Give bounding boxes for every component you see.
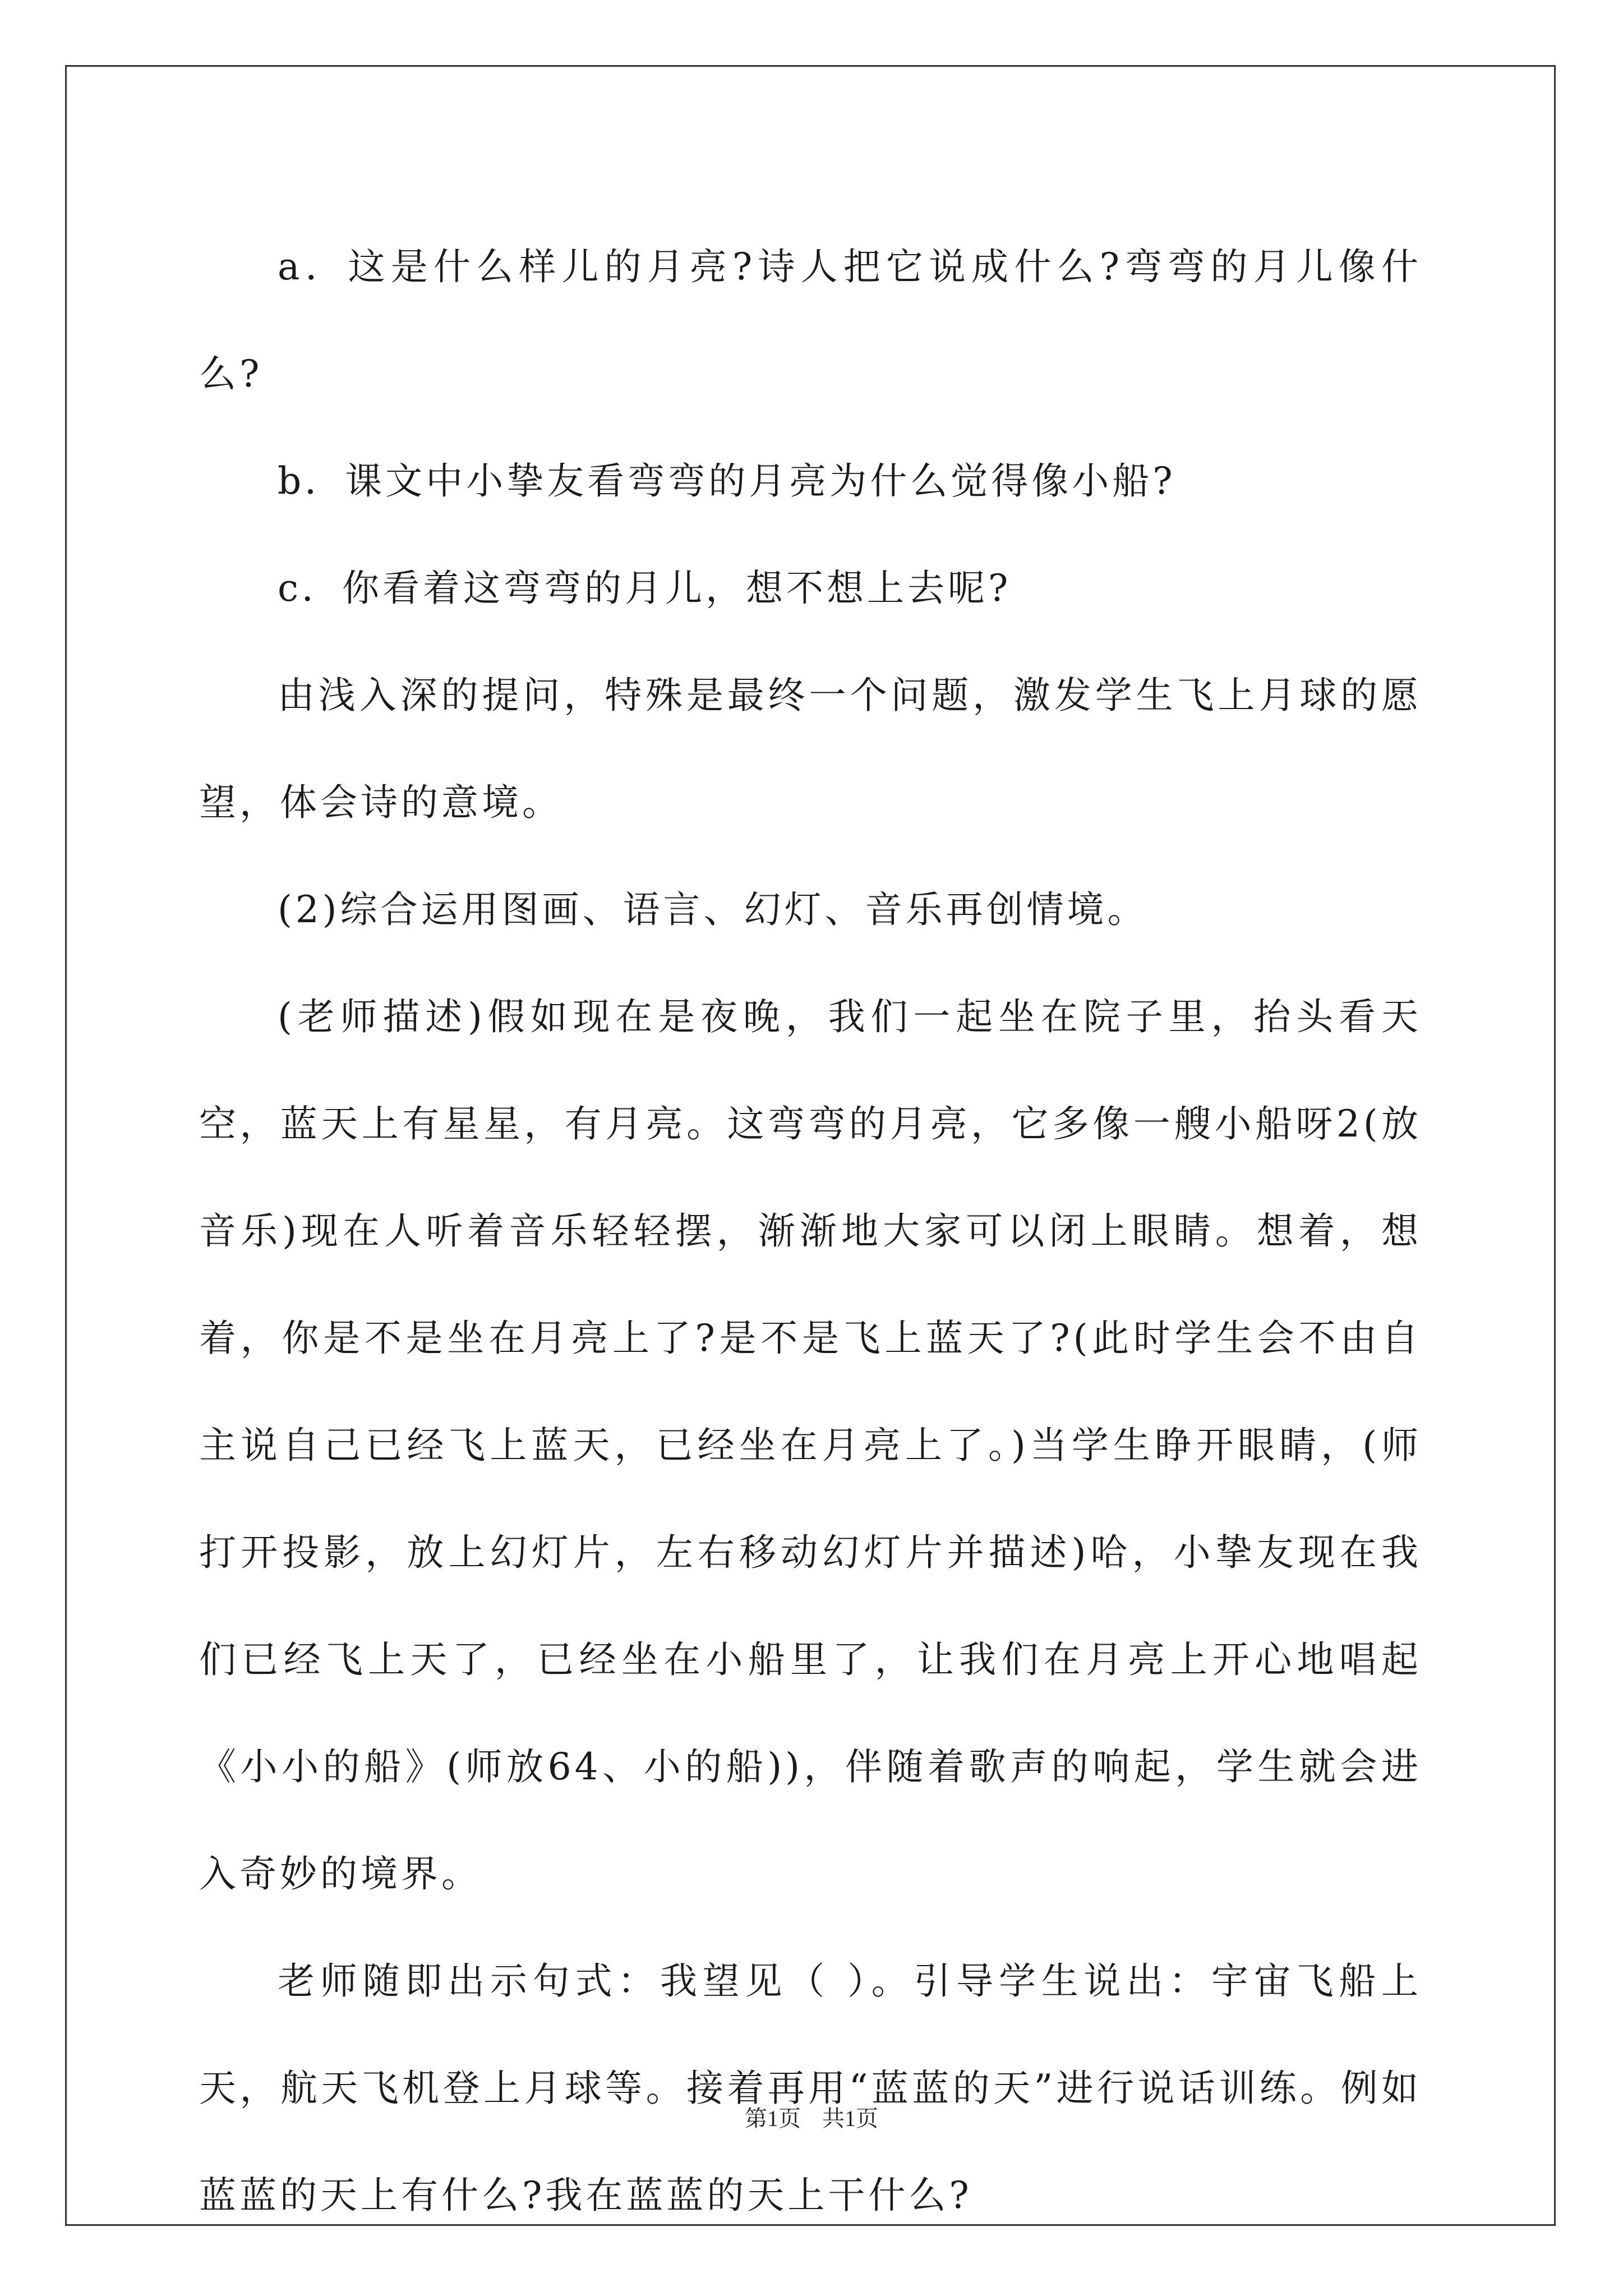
paragraph-sentence-pattern: 老师随即出示句式：我望见（ ）。引导学生说出：宇宙飞船上天，航天飞机登上月球等。接着再用“蓝蓝的天”进行说话训练。例如蓝蓝的天上有什么?我在蓝蓝的天上干什么? bbox=[199, 1959, 1422, 2217]
paragraph-question-a: a．这是什么样儿的月亮?诗人把它说成什么?弯弯的月儿像什么? bbox=[199, 245, 1422, 395]
page-footer bbox=[0, 2101, 1623, 2133]
paragraph-question-b: b．课文中小挚友看弯弯的月亮为什么觉得像小船? bbox=[278, 459, 1176, 503]
paragraph-questioning-note: 由浅入深的提问，特殊是最终一个问题，激发学生飞上月球的愿望，体会诗的意境。 bbox=[199, 674, 1422, 824]
paragraph-question-c: c．你看着这弯弯的月儿，想不想上去呢? bbox=[278, 567, 1012, 610]
page-number-total: 共1页 bbox=[822, 2106, 878, 2131]
paragraph-teacher-description: (老师描述)假如现在是夜晚，我们一起坐在院子里，抬头看天空，蓝天上有星星，有月亮。这弯弯的月亮，它多像一艘小船呀2(放音乐)现在人听着音乐轻轻摆，渐渐地大家可以闭上眼睛。想着，想着，你是不是坐在月亮上了?是不是飞上蓝天了?(此时学生会不由自主说自己已经飞上蓝天，已经坐在月亮上了。)当学生睁开眼睛，(师打开投影，放上幻灯片，左右移动幻灯片并描述)哈，小挚友现在我们已经飞上天了，已经坐在小船里了，让我们在月亮上开心地唱起《小小的船》(师放64、小的船))，伴随着歌声的响起，学生就会进入奇妙的境界。 bbox=[199, 995, 1422, 1895]
document-body bbox=[199, 213, 1422, 2249]
paragraph-section-2: (2)综合运用图画、语言、幻灯、音乐再创情境。 bbox=[278, 888, 1148, 931]
page-number-current: 第1页 bbox=[745, 2106, 801, 2131]
